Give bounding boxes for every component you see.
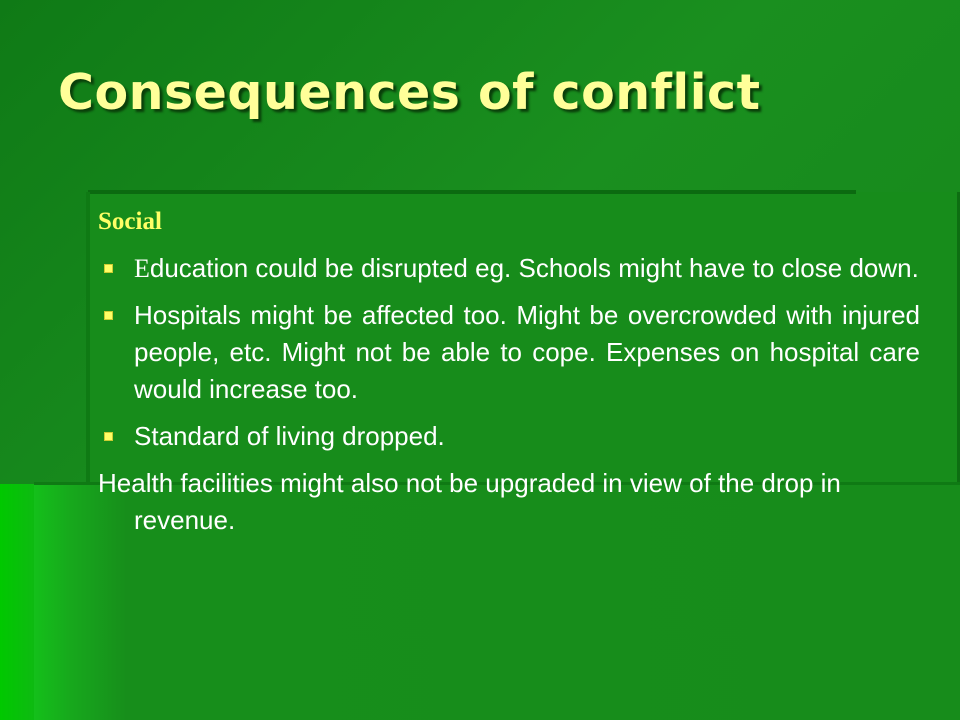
content-panel-top-edge — [88, 190, 856, 194]
bullet-list — [98, 250, 920, 455]
slide-body — [98, 208, 920, 539]
bullet-text: Standard of living dropped. — [134, 421, 445, 451]
square-bullet-icon — [104, 311, 113, 320]
bullet-item — [98, 297, 920, 408]
bullet-item — [98, 250, 920, 287]
section-label: Social — [98, 208, 162, 235]
bullet-rest: ducation could be disrupted eg. Schools might have to close down. — [149, 253, 919, 283]
bullet-text: Hospitals might be affected too. Might be overcrowded with injured people, etc. Might not be able to cope. Expenses on hospital care would increase too. — [134, 300, 920, 404]
square-bullet-icon — [104, 264, 113, 273]
square-bullet-icon — [104, 432, 113, 441]
slide-title: Consequences of conflict — [58, 64, 761, 121]
bullet-item — [98, 418, 920, 455]
bullet-first-letter: E — [134, 254, 150, 283]
body-paragraph: Health facilities might also not be upgraded in view of the drop in revenue. — [98, 468, 841, 535]
bullet-text — [134, 253, 919, 283]
